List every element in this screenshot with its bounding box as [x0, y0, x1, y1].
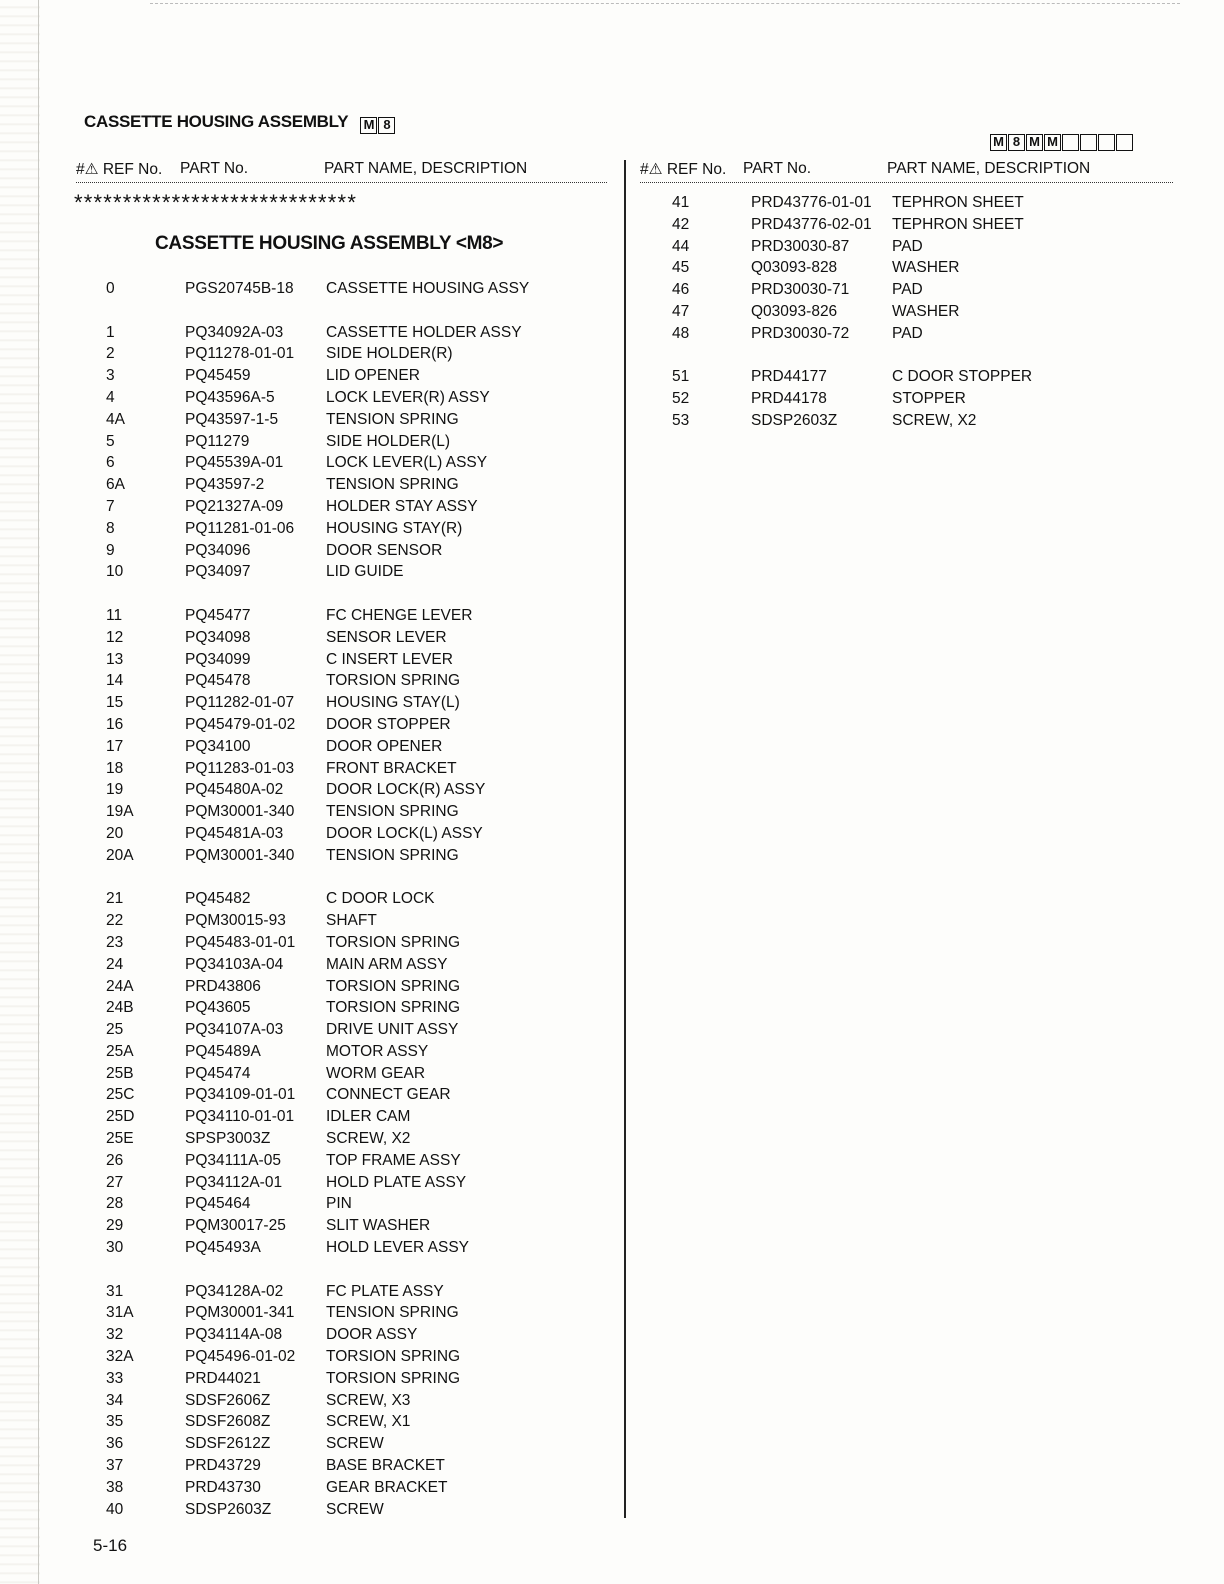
ref-number: 2: [106, 345, 115, 363]
part-description: PAD: [892, 324, 923, 342]
part-description: C INSERT LEVER: [326, 650, 453, 668]
part-description: CASSETTE HOUSING ASSY: [326, 280, 530, 297]
part-description: SENSOR LEVER: [326, 628, 447, 646]
part-description: HOLD LEVER ASSY: [326, 1239, 470, 1257]
ref-number: 4: [106, 388, 115, 406]
ref-number: 53: [672, 411, 690, 429]
part-number: PQ45496-01-02: [185, 1348, 296, 1366]
section-box-m: M: [360, 117, 377, 134]
ref-number: 31A: [106, 1304, 134, 1322]
column-divider: [624, 160, 626, 1518]
ref-number: 20A: [106, 846, 134, 864]
part-number: PQ43597-2: [185, 476, 265, 494]
model-box-empty: [1080, 134, 1097, 151]
part-description: SCREW, X2: [326, 1130, 411, 1148]
section-title: [84, 112, 395, 134]
part-description: WASHER: [892, 302, 960, 320]
part-number: SDSF2612Z: [185, 1435, 271, 1453]
part-description: LOCK LEVER(L) ASSY: [326, 454, 488, 472]
ref-number: 41: [672, 194, 690, 211]
ref-number: 51: [672, 368, 690, 386]
ref-number: 12: [106, 628, 124, 646]
ref-number: 0: [106, 280, 115, 297]
part-number: PGS20745B-18: [185, 280, 294, 297]
part-number: PQ45459: [185, 367, 251, 385]
ref-number: 35: [106, 1413, 124, 1431]
ref-number: 21: [106, 890, 124, 908]
part-description: SCREW, X3: [326, 1391, 411, 1409]
part-number: PQ45489A: [185, 1042, 261, 1060]
part-description: TENSION SPRING: [326, 476, 459, 494]
ref-number: 18: [106, 759, 124, 777]
ref-number: 11: [106, 606, 123, 624]
part-number: PQ34107A-03: [185, 1021, 284, 1039]
part-description: MAIN ARM ASSY: [326, 955, 448, 973]
part-number: PRD30030-71: [751, 281, 850, 299]
part-description: CASSETTE HOLDER ASSY: [326, 323, 522, 341]
part-number: PQ45482: [185, 890, 251, 908]
part-description: SCREW: [326, 1500, 384, 1518]
part-number: PQ43605: [185, 999, 251, 1017]
part-number: PQ43596A-5: [185, 388, 275, 406]
part-number: PQ34110-01-01: [185, 1108, 295, 1126]
part-number: PRD43806: [185, 977, 261, 995]
ref-number: 25B: [106, 1064, 134, 1082]
part-number: PQ34109-01-01: [185, 1086, 296, 1104]
part-description: DOOR SENSOR: [326, 541, 443, 559]
part-number: PQ34098: [185, 628, 251, 646]
part-description: PIN: [326, 1195, 352, 1213]
ref-number: 4A: [106, 410, 125, 428]
header-ref-no: #⚠ REF No.: [76, 161, 163, 178]
ref-number: 32A: [106, 1348, 134, 1366]
part-number: PQ11281-01-06: [185, 519, 295, 537]
model-box: M: [1044, 134, 1061, 151]
ref-number: 25D: [106, 1108, 135, 1126]
part-number: PRD44021: [185, 1369, 261, 1387]
part-description: DOOR STOPPER: [326, 715, 451, 733]
part-number: PQ21327A-09: [185, 497, 284, 515]
model-box-empty: [1062, 134, 1079, 151]
part-description: SCREW: [326, 1435, 384, 1453]
ref-number: 24A: [106, 977, 134, 995]
part-description: DOOR OPENER: [326, 737, 443, 755]
model-box: M: [990, 134, 1007, 151]
part-description: TEPHRON SHEET: [892, 194, 1024, 211]
ref-number: 7: [106, 497, 115, 515]
part-number: SPSP3003Z: [185, 1130, 271, 1148]
ref-number: 28: [106, 1195, 124, 1213]
header-description: PART NAME, DESCRIPTION: [887, 160, 1091, 177]
part-number: PQM30001-340: [185, 803, 295, 821]
part-description: TENSION SPRING: [326, 1304, 459, 1322]
ref-number: 44: [672, 237, 690, 255]
part-description: SCREW, X2: [892, 411, 977, 429]
part-description: LID OPENER: [326, 367, 420, 385]
part-description: DRIVE UNIT ASSY: [326, 1021, 459, 1039]
part-number: PQ45480A-02: [185, 781, 284, 799]
part-number: PQ11278-01-01: [185, 345, 295, 363]
part-description: TORSION SPRING: [326, 1369, 461, 1387]
part-number: PQ45481A-03: [185, 824, 284, 842]
part-number: PQ45483-01-01: [185, 933, 296, 951]
part-description: HOLDER STAY ASSY: [326, 497, 478, 515]
part-number: PRD43730: [185, 1478, 261, 1496]
ref-number: 6: [106, 454, 115, 472]
part-number: PQ34111A-05: [185, 1151, 281, 1169]
ref-number: 19A: [106, 803, 134, 821]
ref-number: 40: [106, 1500, 124, 1518]
part-number: PQ34099: [185, 650, 251, 668]
part-number: PQM30015-93: [185, 912, 286, 930]
part-description: SCREW, X1: [326, 1413, 411, 1431]
part-description: HOUSING STAY(L): [326, 694, 460, 712]
part-number: PRD43776-02-01: [751, 215, 872, 233]
model-box: M: [1026, 134, 1043, 151]
part-number: PRD30030-87: [751, 237, 850, 255]
part-description: FC CHENGE LEVER: [326, 606, 473, 624]
part-number: PQ34097: [185, 563, 251, 581]
assembly-title: CASSETTE HOUSING ASSEMBLY <M8>: [155, 233, 504, 254]
ref-number: 25E: [106, 1130, 134, 1148]
ref-number: 26: [106, 1151, 124, 1169]
ref-number: 47: [672, 302, 690, 320]
part-number: PQ34114A-08: [185, 1326, 283, 1344]
ref-number: 5: [106, 432, 115, 450]
part-number: PRD44177: [751, 368, 827, 386]
part-description: C DOOR LOCK: [326, 890, 435, 908]
part-description: TEPHRON SHEET: [892, 215, 1024, 233]
part-number: PQ34096: [185, 541, 251, 559]
ref-number: 17: [106, 737, 124, 755]
part-description: WASHER: [892, 259, 960, 277]
star-separator: *****************************: [74, 190, 358, 215]
part-number: PQ45464: [185, 1195, 251, 1213]
section-title-text: CASSETTE HOUSING ASSEMBLY: [84, 112, 348, 131]
ref-number: 25: [106, 1021, 124, 1039]
ref-number: 38: [106, 1478, 124, 1496]
ref-number: 25C: [106, 1086, 135, 1104]
part-description: FC PLATE ASSY: [326, 1282, 444, 1300]
scan-edge-line: [38, 0, 39, 1584]
ref-number: 10: [106, 563, 124, 581]
model-applicability-boxes: [990, 134, 1133, 151]
part-number: PQ11282-01-07: [185, 694, 295, 712]
ref-number: 19: [106, 781, 124, 799]
section-model-boxes: [360, 117, 395, 134]
ref-number: 8: [106, 519, 115, 537]
ref-number: 46: [672, 281, 690, 299]
part-description: TENSION SPRING: [326, 846, 459, 864]
ref-number: 9: [106, 541, 115, 559]
part-number: SDSP2603Z: [185, 1500, 272, 1518]
scan-edge-artifact: [0, 0, 40, 1584]
left-column-header: [76, 160, 607, 183]
part-number: PQ45477: [185, 606, 251, 624]
part-description: SIDE HOLDER(L): [326, 432, 451, 450]
part-number: SDSF2608Z: [185, 1413, 271, 1431]
part-description: TOP FRAME ASSY: [326, 1151, 461, 1169]
part-number: PQM30001-341: [185, 1304, 295, 1322]
ref-number: 31: [106, 1282, 124, 1300]
part-description: HOUSING STAY(R): [326, 519, 463, 537]
ref-number: 37: [106, 1457, 124, 1475]
part-description: WORM GEAR: [326, 1064, 426, 1082]
part-number: PQM30001-340: [185, 846, 295, 864]
part-number: PQ45474: [185, 1064, 251, 1082]
part-description: GEAR BRACKET: [326, 1478, 448, 1496]
part-description: DOOR ASSY: [326, 1326, 418, 1344]
part-description: DOOR LOCK(R) ASSY: [326, 781, 486, 799]
ref-number: 15: [106, 694, 124, 712]
part-description: TENSION SPRING: [326, 803, 459, 821]
ref-number: 23: [106, 933, 124, 951]
part-number: SDSF2606Z: [185, 1391, 271, 1409]
header-description: PART NAME, DESCRIPTION: [324, 160, 528, 177]
ref-number: 3: [106, 367, 115, 385]
part-description: TORSION SPRING: [326, 1348, 461, 1366]
part-number: PQ34103A-04: [185, 955, 284, 973]
part-number: PQ43597-1-5: [185, 410, 279, 428]
part-description: CONNECT GEAR: [326, 1086, 451, 1104]
ref-number: 34: [106, 1391, 124, 1409]
ref-number: 24B: [106, 999, 134, 1017]
part-description: TORSION SPRING: [326, 672, 461, 690]
ref-number: 22: [106, 912, 124, 930]
part-description: TORSION SPRING: [326, 999, 461, 1017]
model-box-empty: [1116, 134, 1133, 151]
part-number: PQ45478: [185, 672, 251, 690]
part-description: TENSION SPRING: [326, 410, 459, 428]
ref-number: 14: [106, 672, 124, 690]
model-box: 8: [1008, 134, 1025, 151]
ref-number: 20: [106, 824, 124, 842]
part-number: PRD43776-01-01: [751, 194, 872, 211]
top-edge-dash: [150, 3, 1180, 4]
part-description: DOOR LOCK(L) ASSY: [326, 824, 483, 842]
part-description: MOTOR ASSY: [326, 1042, 429, 1060]
ref-number: 33: [106, 1369, 124, 1387]
part-description: FRONT BRACKET: [326, 759, 457, 777]
page-number: 5-16: [93, 1536, 128, 1555]
header-part-no: PART No.: [180, 160, 249, 177]
right-column-header: [640, 160, 1173, 183]
part-description: SIDE HOLDER(R): [326, 345, 453, 363]
part-description: C DOOR STOPPER: [892, 368, 1033, 386]
part-number: PRD44178: [751, 390, 827, 408]
ref-number: 45: [672, 259, 690, 277]
part-description: PAD: [892, 281, 923, 299]
part-number: SDSP2603Z: [751, 411, 838, 429]
part-number: PRD43729: [185, 1457, 261, 1475]
ref-number: 24: [106, 955, 124, 973]
part-number: PQ45539A-01: [185, 454, 284, 472]
part-description: SHAFT: [326, 912, 377, 930]
part-number: Q03093-828: [751, 259, 838, 277]
ref-number: 48: [672, 324, 690, 342]
part-description: LID GUIDE: [326, 563, 404, 581]
ref-number: 29: [106, 1217, 124, 1235]
header-part-no: PART No.: [743, 160, 812, 177]
ref-number: 13: [106, 650, 124, 668]
part-number: PQ34128A-02: [185, 1282, 284, 1300]
part-number: PQ11279: [185, 432, 250, 450]
ref-number: 36: [106, 1435, 124, 1453]
part-number: PQ45479-01-02: [185, 715, 296, 733]
ref-number: 16: [106, 715, 124, 733]
part-number: PQ34092A-03: [185, 323, 284, 341]
ref-number: 52: [672, 390, 690, 408]
part-number: PQ34112A-01: [185, 1173, 283, 1191]
part-description: HOLD PLATE ASSY: [326, 1173, 467, 1191]
ref-number: 30: [106, 1239, 124, 1257]
section-box-8: 8: [378, 117, 395, 134]
ref-number: 27: [106, 1173, 124, 1191]
part-description: LOCK LEVER(R) ASSY: [326, 388, 490, 406]
ref-number: 1: [106, 323, 115, 341]
part-description: IDLER CAM: [326, 1108, 411, 1126]
ref-number: 42: [672, 215, 690, 233]
part-number: PQM30017-25: [185, 1217, 286, 1235]
header-ref-no: #⚠ REF No.: [640, 161, 727, 178]
part-number: PQ45493A: [185, 1239, 261, 1257]
ref-number: 32: [106, 1326, 124, 1344]
ref-number: 25A: [106, 1042, 134, 1060]
part-description: SLIT WASHER: [326, 1217, 431, 1235]
part-description: PAD: [892, 237, 923, 255]
part-number: PQ34100: [185, 737, 251, 755]
part-number: Q03093-826: [751, 302, 838, 320]
part-description: TORSION SPRING: [326, 933, 461, 951]
part-number: PQ11283-01-03: [185, 759, 295, 777]
ref-number: 6A: [106, 476, 125, 494]
model-box-empty: [1098, 134, 1115, 151]
part-description: STOPPER: [892, 390, 966, 408]
part-number: PRD30030-72: [751, 324, 850, 342]
part-description: BASE BRACKET: [326, 1457, 445, 1475]
part-description: TORSION SPRING: [326, 977, 461, 995]
